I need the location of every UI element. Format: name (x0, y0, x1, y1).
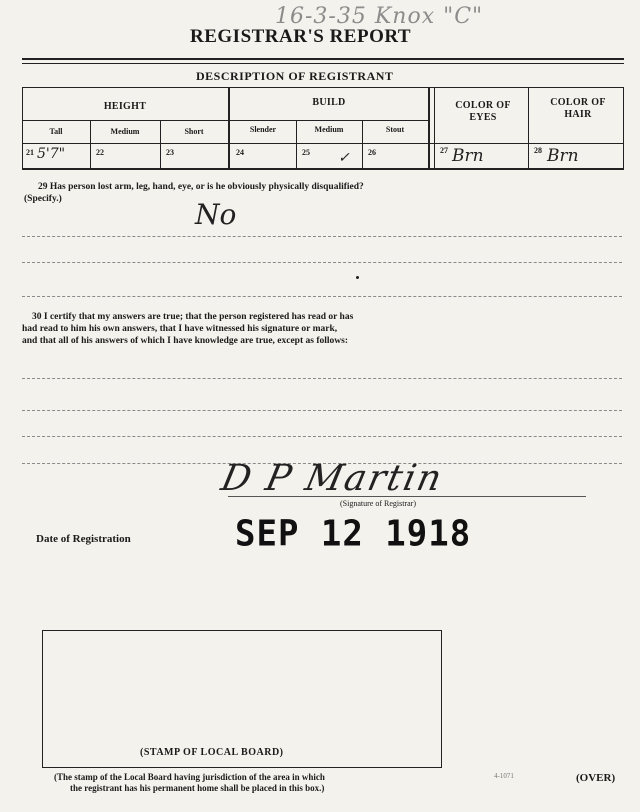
date-label: Date of Registration (36, 533, 131, 545)
cell-number: 28 (534, 146, 542, 155)
cell-number: 24 (236, 148, 244, 157)
q30-line2: had read to him his own answers, that I have witnessed his signature or mark, (22, 324, 338, 334)
table-bottom-rule (22, 143, 624, 144)
col-slender: Slender (249, 125, 277, 134)
eyes-header: COLOR OF EYES (455, 100, 511, 123)
desc-rule (22, 87, 624, 88)
q29-text: 29 Has person lost arm, leg, hand, eye, or is he obviously physically disqualified? (38, 182, 364, 192)
col-line (528, 88, 529, 170)
page-title: REGISTRAR'S REPORT (190, 26, 412, 47)
col-medium-build: Medium (314, 125, 344, 134)
top-file-mark: 16-3-35 Knox "C" (275, 4, 484, 29)
answer-line (22, 236, 622, 237)
subheader-rule (22, 120, 428, 121)
answer-line (22, 262, 622, 263)
col-medium-height: Medium (110, 127, 140, 136)
build-header: BUILD (312, 97, 346, 108)
registrar-signature: D P Martin (217, 458, 448, 499)
table-end-rule (22, 168, 624, 170)
exception-line (22, 410, 622, 411)
medium-build-check: ✓ (338, 150, 350, 166)
exception-line (22, 378, 622, 379)
group-line-2 (434, 88, 435, 170)
stamp-note-line1: (The stamp of the Local Board having jurisdiction of the area in which (54, 772, 325, 782)
answer-line (22, 296, 622, 297)
form-code: 4-1071 (494, 772, 514, 780)
eye-color-value: Brn (452, 146, 484, 166)
q30-line3: and that all of his answers of which I have knowledge are true, except as follows: (22, 336, 348, 346)
q29-specify: (Specify.) (24, 194, 62, 204)
ink-dot (356, 276, 359, 279)
signature-caption: (Signature of Registrar) (340, 499, 416, 508)
col-stout: Stout (385, 125, 405, 134)
exception-line (22, 436, 622, 437)
tall-value: 5'7" (37, 146, 66, 162)
cell-number: 25 (302, 148, 310, 157)
stamp-note-line2: the registrant has his permanent home shall be placed in this box.) (70, 783, 325, 793)
col-short: Short (184, 127, 204, 136)
cell-number: 21 (26, 148, 34, 157)
over-label: (OVER) (576, 772, 616, 784)
col-tall: Tall (49, 127, 63, 136)
top-rule-thin (22, 63, 624, 64)
cell-number: 26 (368, 148, 376, 157)
height-header: HEIGHT (103, 101, 147, 112)
cell-number: 22 (96, 148, 104, 157)
table-right (623, 88, 624, 170)
q30-line1: 30 I certify that my answers are true; that the person registered has read or has (32, 312, 354, 322)
q29-answer: No (195, 198, 237, 231)
stamp-box-label: (STAMP OF LOCAL BOARD) (140, 747, 284, 758)
cell-number: 23 (166, 148, 174, 157)
cell-number: 27 (440, 146, 448, 155)
hair-header: COLOR OF HAIR (550, 97, 606, 120)
group-line (428, 88, 430, 170)
signature-line (228, 496, 586, 497)
date-stamp: SEP 12 1918 (235, 513, 472, 555)
hair-color-value: Brn (547, 146, 579, 166)
top-rule (22, 58, 624, 60)
description-title: DESCRIPTION OF REGISTRANT (196, 69, 394, 83)
